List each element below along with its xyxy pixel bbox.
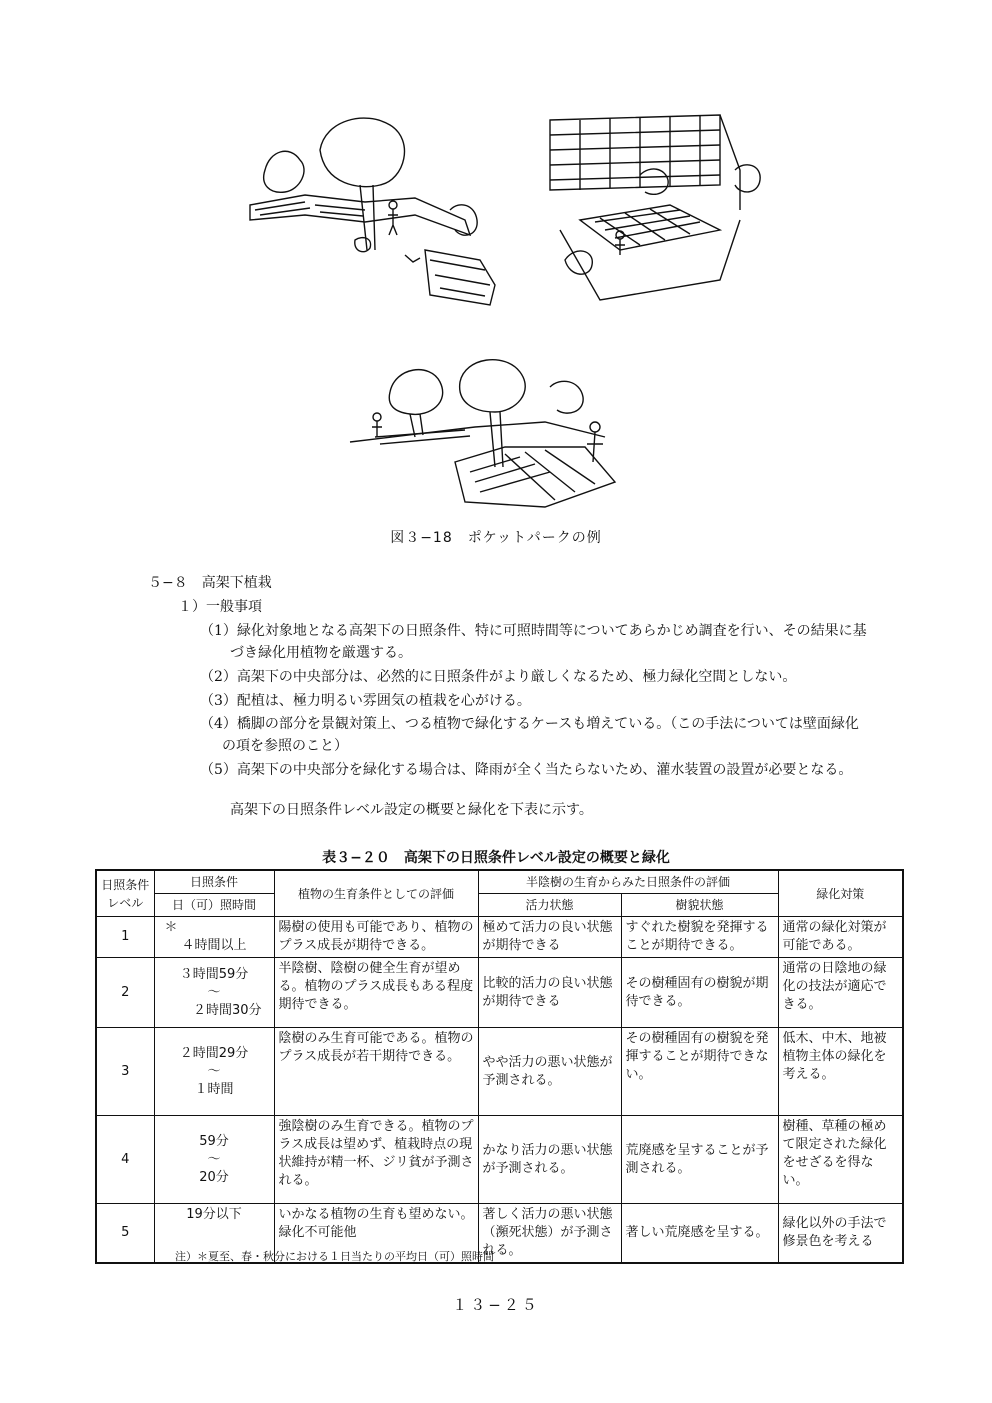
table-title: 表３−２０ 高架下の日照条件レベル設定の概要と緑化 <box>322 850 670 866</box>
measure-cell: 樹種、草種の極めて限定された緑化をせざるを得ない。 <box>778 1116 903 1204</box>
hours-cell: 59分 <box>199 1133 229 1149</box>
table-row <box>96 958 903 1028</box>
level-cell: 3 <box>96 1028 154 1116</box>
vigor-cell: かなり活力の悪い状態が予測される。 <box>478 1116 621 1204</box>
table-row <box>96 1028 903 1116</box>
measure-cell: 低木、中木、地被植物主体の緑化を考える。 <box>778 1028 903 1116</box>
list-item: （3）配植は、極力明るい雰囲気の植栽を心がける。 <box>200 693 531 709</box>
list-item: の項を参照のこと） <box>222 738 348 754</box>
growth-cell: 半陰樹、陰樹の健全生育が望める。植物のプラス成長もある程度期待できる。 <box>274 958 478 1028</box>
hours-cell: １時間 <box>194 1081 234 1097</box>
list-item: （1）緑化対象地となる高架下の日照条件、特に可照時間等についてあらかじめ調査を行い、その結果に基 <box>200 623 867 639</box>
list-item: （4）橋脚の部分を景観対策上、つる植物で緑化するケースも増えている。（この手法については壁面緑化 <box>200 716 859 732</box>
header-level: 日照条件レベル <box>96 870 154 917</box>
header-condition-sub: 日（可）照時間 <box>154 894 274 917</box>
sketch-pocket-park-left <box>245 110 505 310</box>
table-note: 注）＊夏至、春・秋分における１日当たりの平均日（可）照時間 <box>175 1250 494 1263</box>
table-row <box>96 917 903 958</box>
vigor-cell: 比較的活力の良い状態が期待できる <box>478 958 621 1028</box>
hours-cell: ２時間29分 <box>179 1045 249 1061</box>
hours-cell: ２時間30分 <box>192 1002 262 1018</box>
hours-cell: 〜 <box>207 1151 221 1167</box>
hours-cell: ＊ <box>164 920 178 935</box>
level-cell: 5 <box>96 1204 154 1264</box>
hours-cell: ４時間以上 <box>181 938 247 953</box>
header-vigor: 活力状態 <box>478 894 621 917</box>
vigor-cell: 著しく活力の悪い状態（瀕死状態）が予測される。 <box>478 1204 621 1264</box>
header-shade-group: 半陰樹の生育からみた日照条件の評価 <box>478 870 778 894</box>
form-cell: 著しい荒廃感を呈する。 <box>621 1204 778 1264</box>
growth-cell: 強陰樹のみ生育できる。植物のプラス成長は望めず、植栽時点の現状維持が精一杯、ジリ貧が予測される。 <box>274 1116 478 1204</box>
table-row <box>96 1116 903 1204</box>
hours-cell: 〜 <box>207 1063 221 1079</box>
growth-cell: 陰樹のみ生育可能である。植物のプラス成長が若干期待できる。 <box>274 1028 478 1116</box>
measure-cell: 通常の日陰地の緑化の技法が適応できる。 <box>778 958 903 1028</box>
section-subheading: １）一般事項 <box>178 599 262 615</box>
hours-cell: 〜 <box>207 984 221 1000</box>
header-growth: 植物の生育条件としての評価 <box>274 870 478 917</box>
form-cell: その樹種固有の樹貌が期待できる。 <box>621 958 778 1028</box>
level-cell: 2 <box>96 958 154 1028</box>
header-form: 樹貌状態 <box>621 894 778 917</box>
hours-cell: ３時間59分 <box>179 966 249 982</box>
form-cell: その樹種固有の樹貌を発揮することが期待できない。 <box>621 1028 778 1116</box>
list-item: づき緑化用植物を厳選する。 <box>230 645 412 661</box>
sketch-pocket-park-right <box>540 110 780 315</box>
measure-cell: 通常の緑化対策が可能である。 <box>778 917 903 958</box>
header-condition: 日照条件 <box>154 870 274 894</box>
hours-cell: 19分以下 <box>186 1207 242 1222</box>
list-item: （2）高架下の中央部分は、必然的に日照条件がより厳しくなるため、極力緑化空間としない。 <box>200 669 797 685</box>
growth-cell: いかなる植物の生育も望めない。緑化不可能他 <box>274 1204 478 1264</box>
form-cell: すぐれた樹貌を発揮することが期待できる。 <box>621 917 778 958</box>
sketch-pocket-park-center <box>345 352 625 517</box>
intro-text: 高架下の日照条件レベル設定の概要と緑化を下表に示す。 <box>230 802 593 818</box>
hours-cell: 20分 <box>199 1169 229 1185</box>
sunlight-table <box>95 869 904 1264</box>
figure-caption: 図３−18 ポケットパークの例 <box>390 530 602 546</box>
vigor-cell: 極めて活力の良い状態が期待できる <box>478 917 621 958</box>
header-measure: 緑化対策 <box>778 870 903 917</box>
level-cell: 4 <box>96 1116 154 1204</box>
page-number: １３−２５ <box>452 1296 540 1314</box>
section-heading: ５−８ 高架下植栽 <box>148 575 272 591</box>
growth-cell: 陽樹の使用も可能であり、植物のプラス成長が期待できる。 <box>274 917 478 958</box>
measure-cell: 緑化以外の手法で修景色を考える <box>778 1204 903 1264</box>
list-item: （5）高架下の中央部分を緑化する場合は、降雨が全く当たらないため、灌水装置の設置が必要となる。 <box>200 762 853 778</box>
vigor-cell: やや活力の悪い状態が予測される。 <box>478 1028 621 1116</box>
form-cell: 荒廃感を呈することが予測される。 <box>621 1116 778 1204</box>
level-cell: 1 <box>96 917 154 958</box>
